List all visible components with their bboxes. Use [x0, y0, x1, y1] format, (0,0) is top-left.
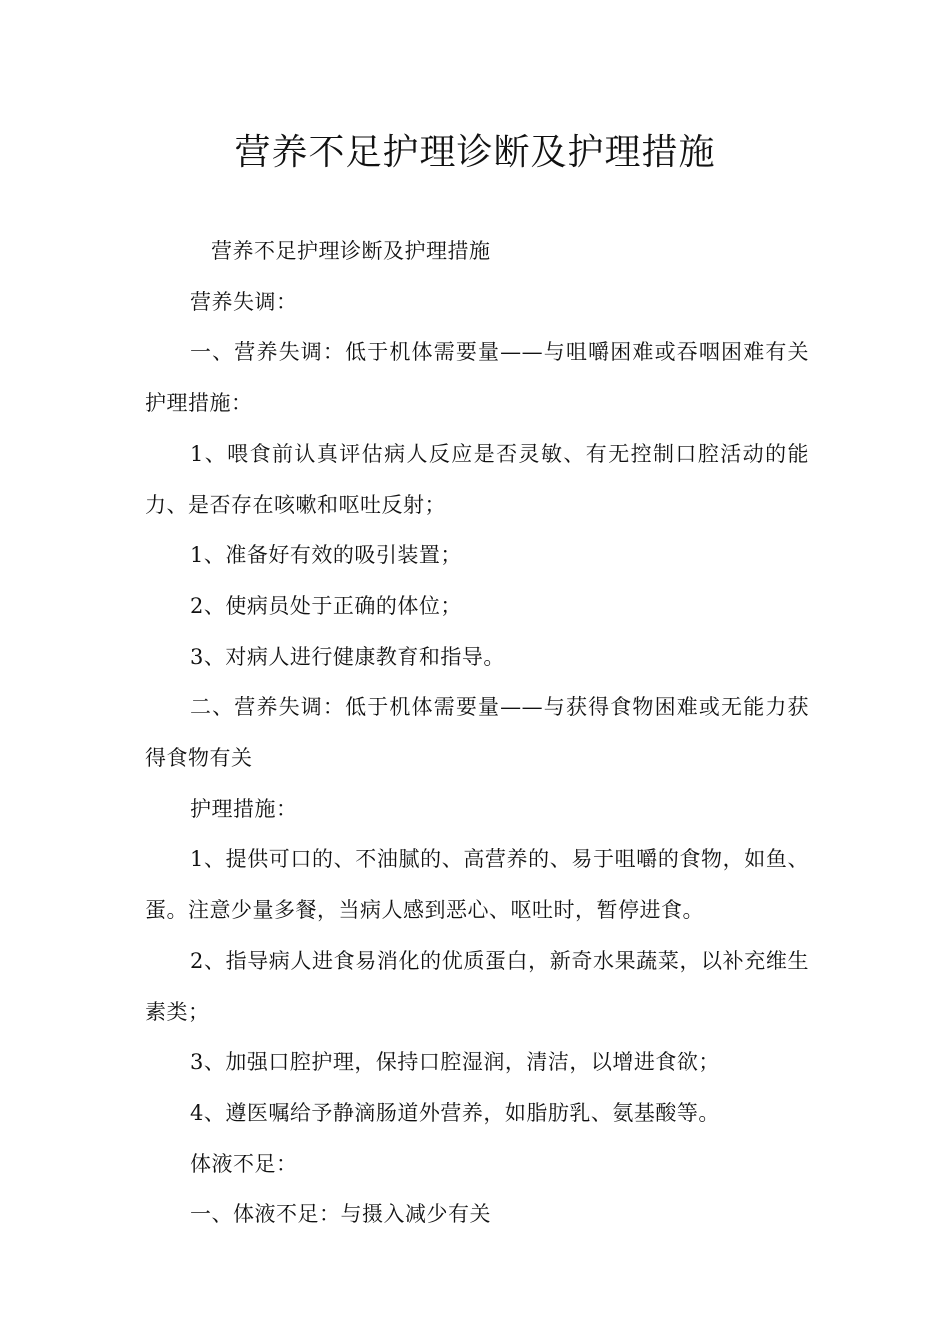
paragraph-measure: 1、准备好有效的吸引装置； — [190, 543, 462, 568]
paragraph-measures-heading: 护理措施： — [190, 796, 298, 821]
paragraph-measure: 1、喂食前认真评估病人反应是否灵敏、有无控制口腔活动的能力、是否存在咳嗽和呕吐反射； — [145, 441, 809, 517]
paragraph-section-heading: 营养失调： — [190, 289, 298, 314]
paragraph-measure: 2、使病员处于正确的体位； — [190, 593, 462, 618]
paragraph-measure: 1、提供可口的、不油腻的、高营养的、易于咀嚼的食物，如鱼、蛋。注意少量多餐，当病人感到恶心、呕吐时，暂停进食。 — [145, 847, 809, 923]
paragraph-measure: 2、指导病人进食易消化的优质蛋白，新奇水果蔬菜，以补充维生素类； — [145, 948, 809, 1024]
paragraph-diagnosis-2: 二、营养失调：低于机体需要量——与获得食物困难或无能力获得食物有关 — [145, 695, 809, 771]
paragraph-diagnosis-1: 一、营养失调：低于机体需要量——与咀嚼困难或吞咽困难有关护理措施： — [145, 340, 809, 416]
paragraph-section-heading: 体液不足： — [190, 1151, 298, 1176]
paragraph-diagnosis-3: 一、体液不足：与摄入减少有关 — [190, 1202, 491, 1227]
document-body — [145, 226, 809, 1240]
paragraph-subtitle: 营养不足护理诊断及护理措施 — [211, 239, 491, 263]
paragraph-measure: 3、加强口腔护理，保持口腔湿润，清洁，以增进食欲； — [190, 1050, 720, 1075]
document-title: 营养不足护理诊断及护理措施 — [234, 132, 716, 173]
paragraph-measure: 3、对病人进行健康教育和指导。 — [190, 644, 505, 669]
paragraph-measure: 4、遵医嘱给予静滴肠道外营养，如脂肪乳、氨基酸等。 — [190, 1100, 720, 1125]
